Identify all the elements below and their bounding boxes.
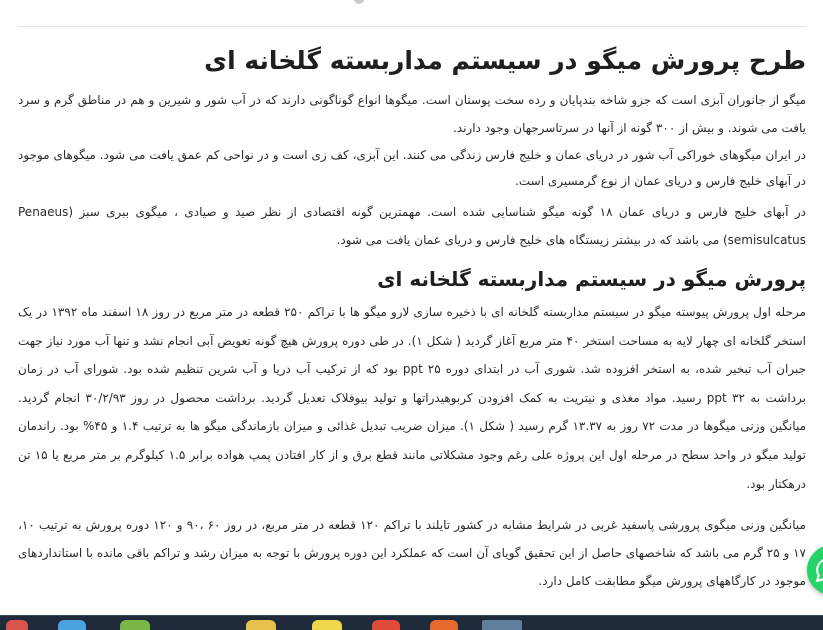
whatsapp-chat-button[interactable]: [807, 545, 823, 595]
paragraph-stage-one: مرحله اول پرورش پیوسته میگو در سیستم مداربسته گلخانه ای با ذخیره سازی لارو میگو ها با تراکم ۲۵۰ قطعه در متر مربع در روز ۱۸ اسفند ماه ۱۳۹۲ در یک استخر گلخانه ای چهار لایه به مساحت استخر ۴۰ متر مربع آغاز گردید ( شکل ۱). در طی دوره پرورش هیچ گونه تعویض آبی انجام نشد و تنها آب مورد نیاز جهت جبران آب تبخیر شده، به استخر افزوده شد. شوری آب در ابتدای دوره ppt ۲۵ بود که از ترکیب آب دریا و آب شرین تنظیم شده بود. شورای آب در زمان برداشت به ppt ۳۲ رسید. مواد مغذی و نیتریت به کمک افزودن کربوهیدراتها و تولید بیوفلاک تعدیل گردید. برداشت محصول در روز ۳۰/۲/۹۳ انجام گردید. میانگین وزنی میگوها در مدت ۷۲ روز به ۱۳.۳۷ گرم رسید ( شکل ۱). میزان ضریب تبدیل غذائی و میزان بازماندگی میگو ها به ترتیب ۱.۴ و ۴۵% بود. راندمان تولید میگو در واحد سطح در مرحله اول این پروژه علی رغم وجود مشکلاتی مانند قطع برق و از کار افتادن پمپ هواده برابر ۱.۵ کیلوگرم بر متر مربع یا ۱۵ تن درهکتار بود.: [18, 305, 807, 491]
taskbar: [0, 615, 823, 630]
paragraph-species: در آبهای خلیج فارس و دریای عمان ۱۸ گونه میگو شناسایی شده است. مهمترین گونه اقتصادی از نظر صید و صیادی ، میگوی ببری سبز (Penaeus semisulcatus) می باشد که در بیشتر زیستگاه های خلیج فارس و دریای عمان یافت می شود.: [18, 205, 807, 247]
paragraph-iran: در ایران میگوهای خوراکی آب شور در دریای عمان و خلیج فارس زندگی می کنند. این آبزی، کف زی است و در نواحی کم عمق یافت می شود. میگوهای موجود در آبهای خلیج فارس و دریای عمان از نوع گرمسیری است.: [18, 148, 806, 188]
paragraph-intro: میگو از جانوران آبزی است که جزو شاخه بندپایان و رده سخت پوستان است. میگوها انواع گوناگونی دارند که در آب شور و شیرین و هم در مناطق گرم و سرد یافت می شوند. و بیش از ۳۰۰ گونه از آنها در سرتاسرجهان وجود دارند.: [18, 93, 806, 135]
top-divider: [18, 26, 806, 27]
paragraph-comparison: میانگین وزنی میگوی پرورشی پاسفید غربی در شرایط مشابه در کشور تایلند با تراکم ۱۲۰ قطعه در متر مربع، در روز ۶۰ ،۹۰ و ۱۲۰ دوره پرورش به ترتیب ۱۰، ۱۷ و ۲۵ گرم می باشد که شاخصهای حاصل از این تحقیق گویای آن است که عملکرد این دوره پرورش با توجه به میزان رشد و تراکم باقی مانده با استانداردهای موجود در کارگاههای پرورش میگو مطابقت کامل دارد.: [18, 518, 806, 588]
whatsapp-icon: [815, 557, 823, 583]
article: [18, 0, 806, 615]
article-title: طرح پرورش میگو در سیستم مداربسته گلخانه ای: [204, 46, 806, 75]
top-indicator: [354, 0, 364, 4]
section-heading: پرورش میگو در سیستم مداربسته گلخانه ای: [377, 267, 806, 291]
